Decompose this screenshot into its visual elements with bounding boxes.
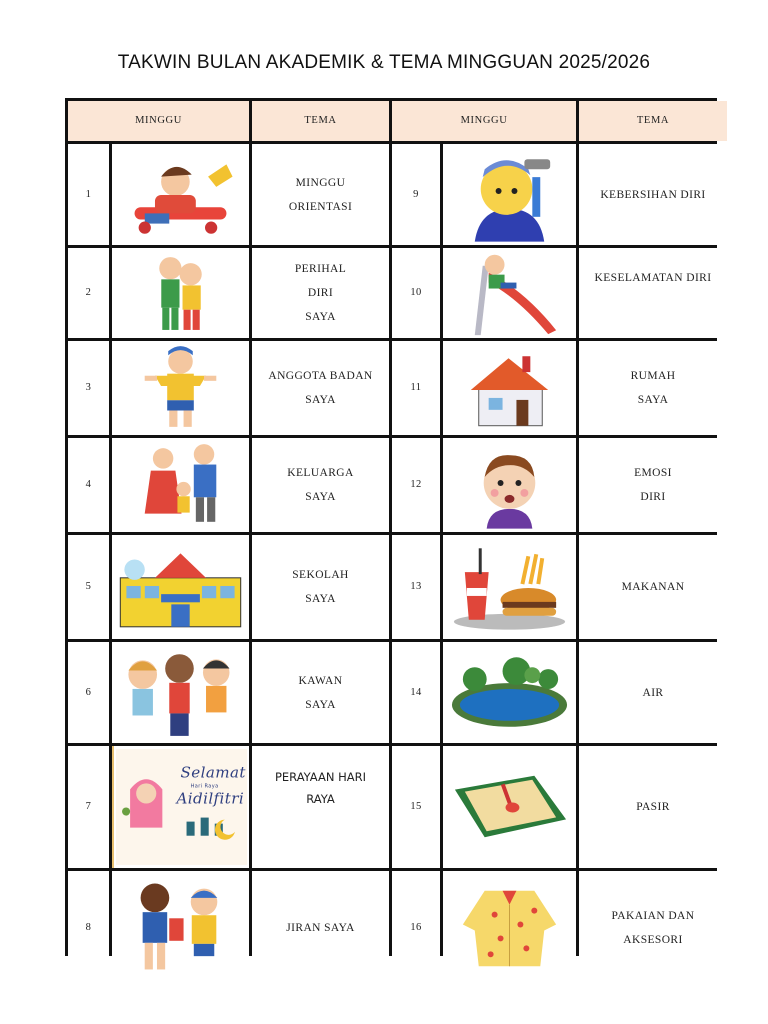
header-minggu-right: MINGGU xyxy=(392,101,576,141)
tema-cell: MAKANAN xyxy=(579,535,727,639)
theme-table xyxy=(65,98,717,956)
greeting-aidilfitri: Aidilfitri xyxy=(176,789,245,808)
week-number: 13 xyxy=(392,535,440,639)
tema-cell: PERIHAL DIRI SAYA xyxy=(252,248,389,338)
family-icon xyxy=(112,438,249,532)
tema-cell: SEKOLAH SAYA xyxy=(252,535,389,639)
header-tema-right: TEMA xyxy=(579,101,727,141)
sad-child-face-icon xyxy=(443,438,576,532)
week-number: 5 xyxy=(68,535,109,639)
aidilfitri-greeting-icon xyxy=(112,746,249,868)
two-children-icon xyxy=(112,248,249,338)
week-number: 2 xyxy=(68,248,109,338)
pond-icon xyxy=(443,642,576,743)
tema-cell: KESELAMATAN DIRI xyxy=(579,248,727,338)
week-number: 4 xyxy=(68,438,109,532)
week-number: 16 xyxy=(392,871,440,984)
friends-group-icon xyxy=(112,642,249,743)
tema-cell: KELUARGA SAYA xyxy=(252,438,389,532)
week-number: 10 xyxy=(392,248,440,338)
tema-cell: MINGGU ORIENTASI xyxy=(252,144,389,245)
child-playing-icon xyxy=(112,144,249,245)
greeting-hari-raya: Hari Raya xyxy=(190,783,219,790)
polka-dot-jacket-icon xyxy=(443,871,576,984)
week-number: 6 xyxy=(68,642,109,743)
week-number: 3 xyxy=(68,341,109,435)
house-icon xyxy=(443,341,576,435)
week-number: 15 xyxy=(392,746,440,868)
week-number: 8 xyxy=(68,871,109,984)
tema-cell: AIR xyxy=(579,642,727,743)
page-title: TAKWIN BULAN AKADEMIK & TEMA MINGGUAN 2025/2026 xyxy=(117,52,651,73)
tema-cell: RUMAH SAYA xyxy=(579,341,727,435)
week-number: 1 xyxy=(68,144,109,245)
boy-arms-open-icon xyxy=(112,341,249,435)
week-number: 9 xyxy=(392,144,440,245)
fast-food-icon xyxy=(443,535,576,639)
week-number: 7 xyxy=(68,746,109,868)
tema-cell: PAKAIAN DAN AKSESORI xyxy=(579,871,727,984)
sandbox-icon xyxy=(443,746,576,868)
tema-cell: PERAYAAN HARI RAYA xyxy=(252,746,389,868)
tema-cell: KAWAN SAYA xyxy=(252,642,389,743)
header-tema-left: TEMA xyxy=(252,101,389,141)
boy-combing-hair-icon xyxy=(443,144,576,245)
neighbours-icon xyxy=(112,871,249,984)
header-minggu-left: MINGGU xyxy=(68,101,249,141)
tema-cell: EMOSI DIRI xyxy=(579,438,727,532)
week-number: 11 xyxy=(392,341,440,435)
tema-cell: ANGGOTA BADAN SAYA xyxy=(252,341,389,435)
child-on-slide-icon xyxy=(443,248,576,338)
greeting-selamat: Selamat xyxy=(180,763,246,782)
tema-cell: JIRAN SAYA xyxy=(252,871,389,984)
tema-cell: KEBERSIHAN DIRI xyxy=(579,144,727,245)
tema-cell: PASIR xyxy=(579,746,727,868)
school-building-icon xyxy=(112,535,249,639)
week-number: 14 xyxy=(392,642,440,743)
week-number: 12 xyxy=(392,438,440,532)
